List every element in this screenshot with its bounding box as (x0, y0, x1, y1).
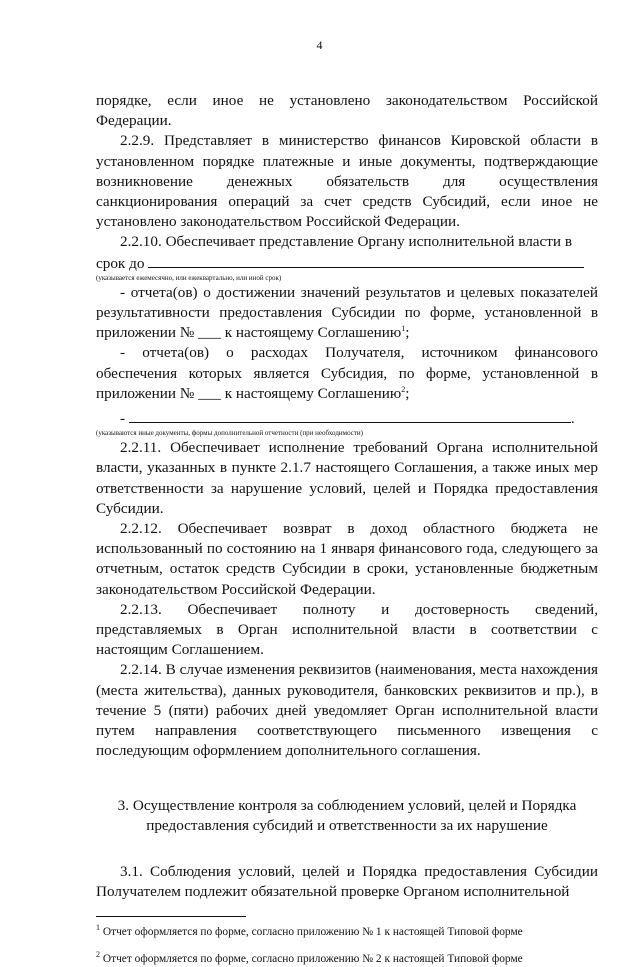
footnote-1 (96, 925, 598, 940)
page-number: 4 (316, 38, 323, 52)
deadline-line (96, 253, 598, 274)
section-3-heading: 3. Осуществление контроля за соблюдением условий, целей и Порядка предоставления субсидий и ответственности за их нарушение (117, 796, 577, 834)
other-documents-end: . (570, 410, 575, 428)
footnote-1-mark: 1 (96, 923, 100, 933)
report-expenses-text: - отчета(ов) о расходах Получателя, источником финансового обеспечения которых является Субсидия, по форме, установленной в приложении № ___ к настоящему Соглашению (96, 344, 598, 402)
paragraph-continuation: порядке, если иное не установлено законодательством Российской Федерации. (96, 92, 598, 130)
footnote-2-text: Отчет оформляется по форме, согласно приложению № 2 к настоящей Типовой форме (102, 952, 523, 965)
report-results-end: ; (405, 324, 410, 342)
other-documents-hint: (указываются иные документы, формы дополнительной отчетности (при необходимости) (96, 429, 363, 438)
paragraph-2-2-13: 2.2.13. Обеспечивает полноту и достоверность сведений, представляемых в Орган исполнительной власти в соответствии с настоящим Соглашением. (96, 600, 598, 659)
paragraph-2-2-14: 2.2.14. В случае изменения реквизитов (наименования, места нахождения (места жительства), данных руководителя, банковских реквизитов и пр.), в течение 5 (пяти) рабочих дней уведомляет Орган исполнительной власти путем направления соответствующего письменного извещения с последующим оформлением дополнительного соглашения. (96, 661, 598, 760)
footnote-separator (96, 916, 246, 917)
footnote-2-mark: 2 (96, 950, 100, 960)
footnote-1-text: Отчет оформляется по форме, согласно приложению № 1 к настоящей Типовой форме (102, 925, 523, 938)
footnote-ref-1: 1 (401, 324, 406, 334)
paragraph-3-1: 3.1. Соблюдения условий, целей и Порядка предоставления Субсидии Получателем подлежит обязательной проверке Органом исполнительной (96, 862, 598, 900)
footnote-ref-2: 2 (401, 384, 406, 394)
deadline-blank (148, 253, 584, 268)
other-documents-blank (129, 408, 571, 423)
report-results-text: - отчета(ов) о достижении значений результатов и целевых показателей результативности предоставления Субсидии по форме, установленной в приложении № ___ к настоящему Соглашению (96, 283, 598, 342)
footnote-2 (96, 952, 598, 967)
paragraph-2-2-12: 2.2.12. Обеспечивает возврат в доход областного бюджета не использованный по состоянию на 1 января финансового года, следующего за отчетным, остаток средств Субсидии в сроки, установленные бюджетным законодательством Российской Федерации. (96, 520, 598, 598)
document-body (96, 91, 598, 967)
paragraph-2-2-9: 2.2.9. Представляет в министерство финансов Кировской области в установленном порядке платежные и иные документы, подтверждающие возникновение денежных обязательств для осуществления санкционирования операций за счет средств Субсидий, если иное не установлено законодательством Российской Федерации. (96, 132, 598, 231)
paragraph-2-2-10: 2.2.10. Обеспечивает представление Органу исполнительной власти в (120, 233, 573, 251)
report-expenses-item (96, 343, 598, 404)
other-documents-line (96, 408, 598, 429)
paragraph-2-2-11: 2.2.11. Обеспечивает исполнение требований Органа исполнительной власти, указанных в пункте 2.1.7 настоящего Соглашения, а также иных мер ответственности за нарушение условий, целей и Порядка предоставления Субсидии. (96, 439, 598, 517)
other-documents-dash: - (120, 410, 126, 428)
deadline-label: срок до (96, 254, 145, 272)
report-expenses-end: ; (405, 384, 410, 402)
deadline-hint: (указывается ежемесячно, или ежеквартально, или иной срок) (96, 273, 282, 282)
report-results-item (96, 283, 598, 344)
